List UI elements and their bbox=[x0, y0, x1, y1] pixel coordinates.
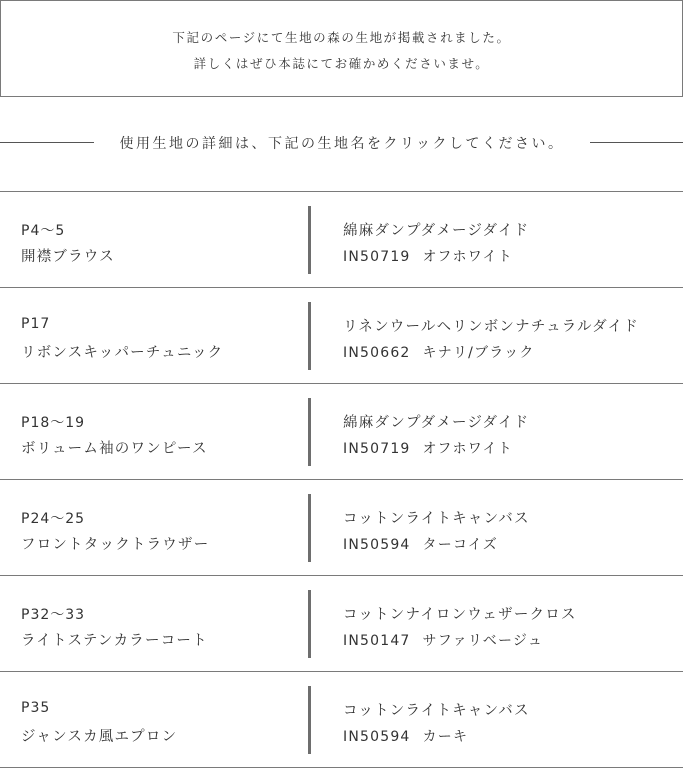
fabric-code[interactable]: IN50719 bbox=[343, 249, 411, 265]
garment-name: ボリューム袖のワンピース bbox=[21, 441, 208, 457]
row-divider bbox=[308, 590, 311, 658]
fabric-code[interactable]: IN50147 bbox=[343, 633, 411, 649]
fabric-color[interactable]: キナリ/ブラック bbox=[422, 345, 535, 361]
fabric-list bbox=[0, 191, 683, 768]
garment-name: フロントタックトラウザー bbox=[21, 537, 210, 553]
fabric-color[interactable]: サファリベージュ bbox=[422, 633, 544, 649]
fabric-row bbox=[0, 575, 683, 671]
fabric-color[interactable]: オフホワイト bbox=[422, 249, 513, 265]
fabric-row bbox=[0, 191, 683, 287]
garment-name: 開襟ブラウス bbox=[21, 249, 115, 265]
fabric-code-line[interactable] bbox=[343, 534, 498, 554]
page-number: P32～33 bbox=[21, 607, 86, 623]
notice-line-1: 下記のページにて生地の森の生地が掲載されました。 bbox=[172, 30, 511, 45]
page-number: P17 bbox=[21, 316, 51, 332]
fabric-code[interactable]: IN50719 bbox=[343, 441, 411, 457]
fabric-code-line[interactable] bbox=[343, 246, 513, 266]
heading-rule-right bbox=[590, 142, 683, 143]
fabric-row bbox=[0, 383, 683, 479]
page-number: P35 bbox=[21, 700, 51, 716]
page-number: P18～19 bbox=[21, 415, 86, 431]
fabric-color[interactable]: オフホワイト bbox=[422, 441, 513, 457]
fabric-color[interactable]: カーキ bbox=[422, 729, 469, 745]
garment-name: ジャンスカ風エプロン bbox=[21, 729, 178, 745]
row-divider bbox=[308, 398, 311, 466]
fabric-code[interactable]: IN50594 bbox=[343, 729, 411, 745]
row-divider bbox=[308, 494, 311, 562]
fabric-name[interactable]: リネンウールヘリンボンナチュラルダイド bbox=[343, 319, 639, 335]
page-number: P24～25 bbox=[21, 511, 86, 527]
fabric-name[interactable]: 綿麻ダンプダメージダイド bbox=[343, 415, 530, 431]
garment-name: リボンスキッパーチュニック bbox=[21, 345, 224, 361]
fabric-name[interactable]: 綿麻ダンプダメージダイド bbox=[343, 223, 530, 239]
row-divider bbox=[308, 206, 311, 274]
fabric-name[interactable]: コットンライトキャンバス bbox=[343, 511, 530, 527]
fabric-name[interactable]: コットンライトキャンバス bbox=[343, 703, 530, 719]
fabric-name[interactable]: コットンナイロンウェザークロス bbox=[343, 607, 577, 623]
fabric-code-line[interactable] bbox=[343, 342, 535, 362]
fabric-code[interactable]: IN50662 bbox=[343, 345, 411, 361]
heading-rule-left bbox=[0, 142, 94, 143]
fabric-row bbox=[0, 287, 683, 383]
fabric-row bbox=[0, 479, 683, 575]
notice-box bbox=[0, 0, 683, 97]
fabric-code-line[interactable] bbox=[343, 726, 468, 746]
garment-name: ライトステンカラーコート bbox=[21, 633, 208, 649]
fabric-code-line[interactable] bbox=[343, 438, 513, 458]
section-heading bbox=[0, 126, 683, 158]
page-number: P4～5 bbox=[21, 223, 66, 239]
fabric-code-line[interactable] bbox=[343, 630, 543, 650]
fabric-row bbox=[0, 671, 683, 768]
fabric-color[interactable]: ターコイズ bbox=[422, 537, 498, 553]
notice-line-2: 詳しくはぜひ本誌にてお確かめくださいませ。 bbox=[193, 56, 490, 71]
row-divider bbox=[308, 686, 311, 754]
fabric-code[interactable]: IN50594 bbox=[343, 537, 411, 553]
row-divider bbox=[308, 302, 311, 370]
heading-text: 使用生地の詳細は、下記の生地名をクリックしてください。 bbox=[119, 136, 565, 152]
